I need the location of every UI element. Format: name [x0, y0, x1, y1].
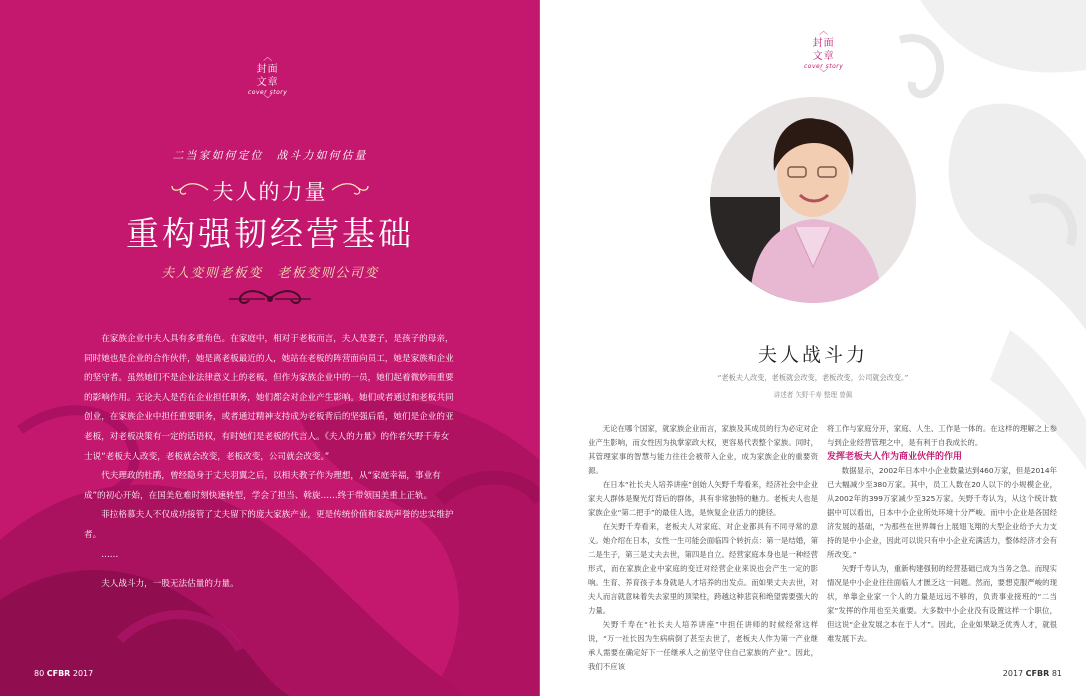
- badge-sub: cover story: [804, 63, 844, 70]
- folio-page: 81: [1051, 669, 1062, 678]
- left-folio: [34, 669, 93, 678]
- right-page: [540, 0, 1086, 696]
- title-line1: 夫人的力量: [212, 180, 328, 204]
- left-paragraph-3: 菲拉格慕夫人不仅成功接管了丈夫留下的庞大家族产业，更是传统价值和家族声誉的忠实维护者。: [84, 510, 454, 540]
- col1-paragraph-2: 在日本“社长夫人培养讲座”创始人矢野千寿看来，经济社会中企业家夫人群体是聚光灯背后的群体，具有非常独特的魅力。老板夫人也是家族企业“第二把手”的最佳人选，是恢复企业活力的捷径。: [588, 480, 818, 517]
- section-heading: 发挥老板夫人作为商业伙伴的作用: [827, 452, 963, 462]
- right-column-1: [588, 422, 818, 674]
- col1-paragraph-1: 无论在哪个国家，就家族企业而言，家族及其成员的行为必定对企业产生影响，而女性因为执掌家政大权，更容易代表整个家族。同时，其管理家事的智慧与能力往往会被带入企业，成为家族企业的重要资源。: [588, 424, 818, 475]
- flourish-right-icon: [330, 180, 370, 200]
- col2-paragraph-2: 矢野千寿认为，重新构建强韧的经营基础已成为当务之急。而现实情况是中小企业往往面临人才匮乏这一问题。然而，要想克服严峻的现状，单靠企业家一个人的力量是远远不够的，负责事业接班的“二当家”发挥的作用也至关重要。大多数中小企业没有设置这样一个职位，但这说“企业发展之本在于人才”。因此，企业如果缺乏优秀人才，就很难发展下去。: [827, 564, 1057, 643]
- col2-paragraph-1: 数据显示，2002年日本中小企业数量达到460万家，但是2014年已大幅减少至380万家。其中，员工人数在20人以下的小规模企业，从2002年的399万家减少至325万家。矢野千寿认为，从这个统计数据中可以看出，日本中小企业所处环境十分严峻。而中小企业是各国经济发展的基础，“为那些在世界舞台上展翅飞翔的大型企业给予大力支持的是中小企业，因此可以说只有中小企业充满活力，整体经济才会有所改变。”: [827, 466, 1057, 559]
- left-paragraph-1: 在家族企业中夫人具有多重角色。在家庭中，相对于老板而言，夫人是妻子，是孩子的母亲，同时她也是企业的合作伙伴，她是离老板最近的人，她站在老板的阵营面向员工，她是家族和企业的坚守者。虽然她们不是企业法律意义上的老板，但作为家族企业中的一员，她们起着微妙而重要的影响作用。无论夫人是否在企业担任职务，她们都会对企业产生影响。她们或者通过和老板共同创业，在家族企业中担任重要职务，或者通过精神支持成为老板背后的坚强后盾，她们是企业的亚老板，对老板决策有一定的话语权，有时她们是老板的代言人。《夫人的力量》的作者矢野千寿女士说“老板夫人改变，老板就会改变，老板改变，公司就会改变。”: [84, 334, 454, 462]
- folio-year: 2017: [72, 669, 94, 678]
- portrait-photo: [710, 97, 916, 303]
- folio-brand: CFBR: [46, 669, 71, 678]
- folio-page: 80: [34, 669, 45, 678]
- chevron-down-icon: ﹀: [263, 95, 273, 105]
- right-headline: 夫人战斗力: [757, 344, 868, 366]
- badge-line1: 封面: [256, 64, 279, 75]
- chevron-up-icon: ︿: [263, 53, 273, 63]
- left-body-text: [84, 330, 456, 595]
- badge-line1: 封面: [812, 38, 835, 49]
- col1-paragraph-3: 在矢野千寿看来，老板夫人对家庭、对企业都具有不同寻常的意义。她介绍在日本，女性一生可能会面临四个转折点：第一是结婚，第二是生子，第三是丈夫去世，第四是自立。经营家庭本身也是一种经营形式，而在家族企业中家庭的变迁对经营企业来说也会产生一定的影响。生育、养育孩子本身就是人才培养的出发点。而如果丈夫去世，对夫人而言就意味着失去家里的顶梁柱，跨越这种悲哀和绝望需要强大的力量。: [588, 522, 818, 615]
- chevron-down-icon: ﹀: [819, 69, 829, 79]
- portrait-illustration: [710, 97, 916, 303]
- folio-year: 2017: [1002, 669, 1024, 678]
- right-column-2: [827, 422, 1057, 646]
- left-page: [0, 0, 540, 696]
- chevron-up-icon: ︿: [819, 27, 829, 37]
- col1-paragraph-4: 矢野千寿在“社长夫人培养讲座”中担任讲师的时候经常这样说，“万一社长因为生病病倒了甚至去世了，老板夫人作为第一产业继承人需要在确定好下一任继承人之前坚守住自己家族的产业”。因此，我们不应该: [588, 620, 818, 671]
- subtitle: 夫人变则老板变 老板变则公司变: [161, 266, 379, 281]
- badge-line2: 文章: [256, 77, 279, 88]
- cover-story-badge-right: [804, 28, 843, 79]
- kicker: 二当家如何定位 战斗力如何估量: [172, 149, 368, 162]
- badge-sub: cover story: [248, 89, 288, 96]
- byline: 讲述者 矢野千寿 整理 曾佩: [773, 391, 853, 399]
- badge-line2: 文章: [812, 51, 835, 62]
- pull-quote: “老板夫人改变，老板就会改变，老板改变，公司就会改变。”: [717, 373, 909, 382]
- folio-brand: CFBR: [1025, 669, 1050, 678]
- cover-story-badge: [248, 54, 287, 105]
- col2-lead: 将工作与家庭分开，家庭、人生、工作是一体的。在这样的理解之上参与到企业经营管理之中，是有利于自我成长的。: [827, 424, 1057, 447]
- left-closing: 夫人战斗力，一股无法估量的力量。: [101, 579, 239, 590]
- right-folio: [1003, 669, 1062, 678]
- ornament-divider-icon: [225, 284, 315, 314]
- title-line2: 重构强韧经营基础: [126, 214, 414, 253]
- left-paragraph-2: 代夫理政的杜鹃，曾经隐身于丈夫羽翼之后，以相夫教子作为理想，从“家庭幸福，事业有成”的初心开始，在国美危难时刻快速转型，学会了担当、斡旋……终于带领国美重上正轨。: [84, 471, 441, 501]
- left-ellipsis: ……: [101, 549, 119, 560]
